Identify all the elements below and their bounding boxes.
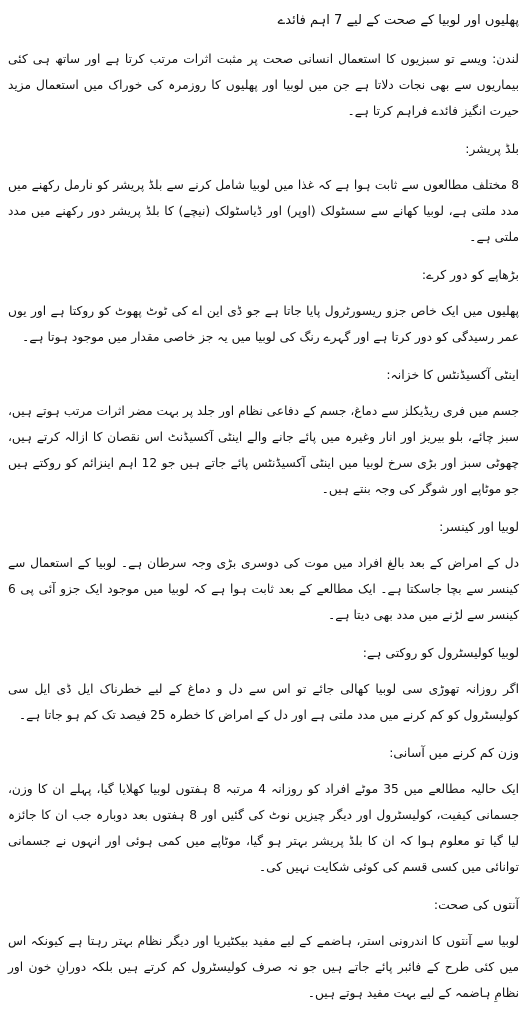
section-text-weight-loss: ایک حالیہ مطالعے میں 35 موٹے افراد کو روزانہ 4 مرتبہ 8 ہفتوں لوبیا کھلایا گیا، پہلے ان کا وزن، جسمانی کیفیت، کولیسٹرول اور دیگر چیزیں نوٹ کی گئیں اور 8 ہفتوں بعد دوبارہ جب ان کا جائزہ لیا گیا تو معلوم ہوا کہ ان کا بلڈ پریشر بہتر ہو گیا، موٹاپے میں کمی ہوئی اور انہوں نے جسمانی توانائی میں کسی قسم کی کوئی شکایت نہیں کی۔ (8, 782, 520, 874)
section-heading-blood-pressure: بلڈ پریشر: (465, 141, 519, 156)
section-heading-antioxidants: اینٹی آکسیڈنٹس کا خزانہ: (386, 367, 519, 382)
section-heading-weight-loss: وزن کم کرنے میں آسانی: (389, 745, 519, 760)
section-text-cancer: دل کے امراض کے بعد بالغ افراد میں موت کی دوسری بڑی وجہ سرطان ہے۔ لوبیا کے استعمال سے کینسر سے بچا جاسکتا ہے۔ ایک مطالعے کے بعد ثابت ہوا ہے کہ لوبیا میں موجود ایک جزو آئی پی 6 کینسر سے لڑنے میں مدد بھی دیتا ہے۔ (8, 556, 519, 622)
section-text-aging: پھلیوں میں ایک خاص جزو ریسورٹرول پایا جاتا ہے جو ڈی این اے کی ٹوٹ پھوٹ کو روکتا ہے اور یوں عمر رسیدگی کو دور کرتا ہے اور گہرے رنگ کی لوبیا میں یہ جز خاصی مقدار میں موجود ہوتا ہے۔ (8, 304, 519, 344)
article-intro: لندن: ویسے تو سبزیوں کا استعمال انسانی صحت پر مثبت اثرات مرتب کرتا ہے اور ساتھ ہی کئی بیماریوں سے بھی نجات دلاتا ہے جن میں لوبیا اور پھلیوں کا روزمرہ کی خوراک میں استعمال مزید حیرت انگیز فائدے فراہم کرتا ہے۔ (8, 52, 519, 118)
section-text-antioxidants: جسم میں فری ریڈیکلز سے دماغ، جسم کے دفاعی نظام اور جلد پر بہت مضر اثرات مرتب ہوتے ہیں، سبز چائے، بلو بیریز اور انار وغیرہ میں پائے جانے والے اینٹی آکسیڈنٹ اس نقصان کا ازالہ کرتے ہیں، چھوٹی سبز اور بڑی سرخ لوبیا میں اینٹی آکسیڈنٹس پائے جاتے ہیں جو 12 اہم اینزائم کو روکتے ہیں جو موٹاپے اور شوگر کی وجہ بنتے ہیں۔ (8, 404, 520, 496)
section-text-gut-health: لوبیا سے آنتوں کا اندرونی استر، ہاضمے کے لیے مفید بیکٹیریا اور دیگر نظام بہتر رہتا ہے کیونکہ اس میں کئی طرح کے فائبر پائے جاتے ہیں جو نہ صرف کولیسٹرول کم کرتے ہیں بلکہ دورانِ خون اور نظامِ ہاضمہ کے لیے بہت مفید ہوتے ہیں۔ (8, 934, 519, 1000)
article-title: پھلیوں اور لوبیا کے صحت کے لیے 7 اہم فائدے (277, 13, 519, 28)
section-heading-aging: بڑھاپے کو دور کرے: (421, 267, 519, 282)
section-heading-cholesterol: لوبیا کولیسٹرول کو روکتی ہے: (362, 645, 519, 660)
section-text-cholesterol: اگر روزانہ تھوڑی سی لوبیا کھالی جائے تو اس سے دل و دماغ کے لیے خطرناک ایل ڈی ایل سی کولیسٹرول کو کم کرنے میں مدد ملتی ہے اور دل کے امراض کا خطرہ 25 فیصد تک کم ہو جاتا ہے۔ (8, 682, 519, 722)
section-heading-cancer: لوبیا اور کینسر: (439, 519, 519, 534)
section-text-blood-pressure: 8 مختلف مطالعوں سے ثابت ہوا ہے کہ غذا میں لوبیا شامل کرنے سے بلڈ پریشر کو نارمل رکھنے میں مدد ملتی ہے، لوبیا کھانے سے سسٹولک (اوپر) اور ڈیاسٹولک (نیچے) کا بلڈ پریشر دور رکھنے میں مدد ملتی ہے۔ (8, 178, 519, 244)
section-heading-gut-health: آنتوں کی صحت: (433, 897, 519, 912)
